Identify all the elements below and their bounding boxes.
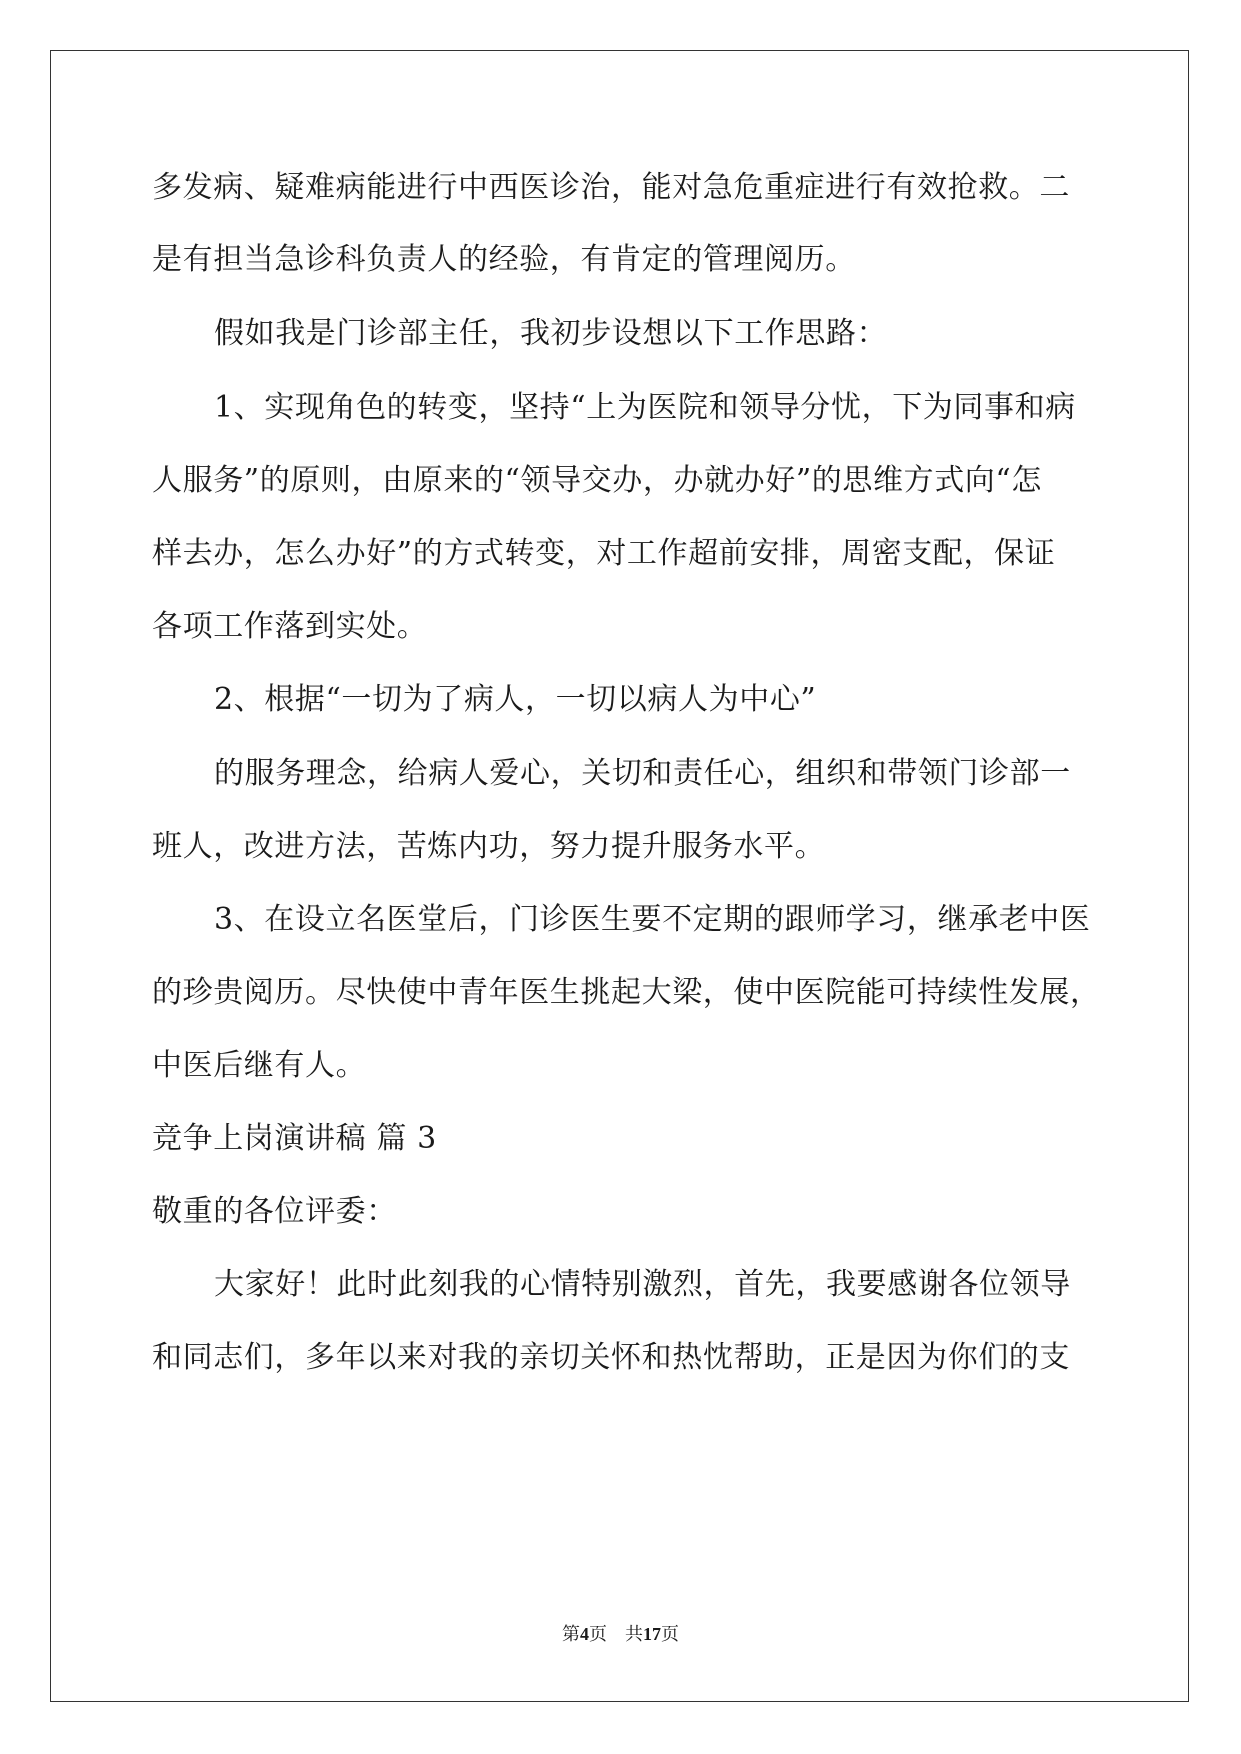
text-line: 班人，改进方法，苦炼内功，努力提升服务水平。 bbox=[152, 829, 826, 864]
text-line: 中医后继有人。 bbox=[152, 1048, 367, 1083]
paragraph-line: 大家好！此时此刻我的心情特别激烈，首先，我要感谢各位领导 bbox=[214, 1267, 1071, 1302]
section-heading: 竞争上岗演讲稿 篇 3 bbox=[152, 1121, 437, 1156]
text-line: 各项工作落到实处。 bbox=[152, 609, 428, 644]
text-line: 人服务”的原则，由原来的“领导交办，办就办好”的思维方式向“怎 bbox=[152, 463, 1042, 498]
page-footer bbox=[0, 1622, 1241, 1646]
page-number: 4 bbox=[580, 1624, 589, 1644]
text-line: 多发病、疑难病能进行中西医诊治，能对急危重症进行有效抢救。二 bbox=[152, 170, 1070, 205]
total-prefix: 共 bbox=[625, 1624, 643, 1644]
page-border bbox=[50, 50, 1189, 1702]
list-item-2-line: 2、根据“一切为了病人，一切以病人为中心” bbox=[214, 682, 817, 717]
page-prefix: 第 bbox=[562, 1624, 580, 1644]
list-item-1-line: 1、实现角色的转变，坚持“上为医院和领导分忧，下为同事和病 bbox=[214, 390, 1076, 425]
page-suffix: 页 bbox=[589, 1624, 607, 1644]
total-suffix: 页 bbox=[661, 1624, 679, 1644]
paragraph-line: 假如我是门诊部主任，我初步设想以下工作思路： bbox=[214, 316, 888, 351]
list-item-3-line: 3、在设立名医堂后，门诊医生要不定期的跟师学习，继承老中医 bbox=[214, 902, 1091, 937]
paragraph-line: 的服务理念，给病人爱心，关切和责任心，组织和带领门诊部一 bbox=[214, 756, 1071, 791]
text-line: 和同志们，多年以来对我的亲切关怀和热忱帮助，正是因为你们的支 bbox=[152, 1340, 1070, 1375]
text-line: 的珍贵阅历。尽快使中青年医生挑起大梁，使中医院能可持续性发展， bbox=[152, 975, 1101, 1010]
salutation: 敬重的各位评委： bbox=[152, 1194, 397, 1229]
text-line: 是有担当急诊科负责人的经验，有肯定的管理阅历。 bbox=[152, 242, 856, 277]
text-line: 样去办，怎么办好”的方式转变，对工作超前安排，周密支配，保证 bbox=[152, 536, 1056, 571]
total-pages: 17 bbox=[643, 1624, 661, 1644]
